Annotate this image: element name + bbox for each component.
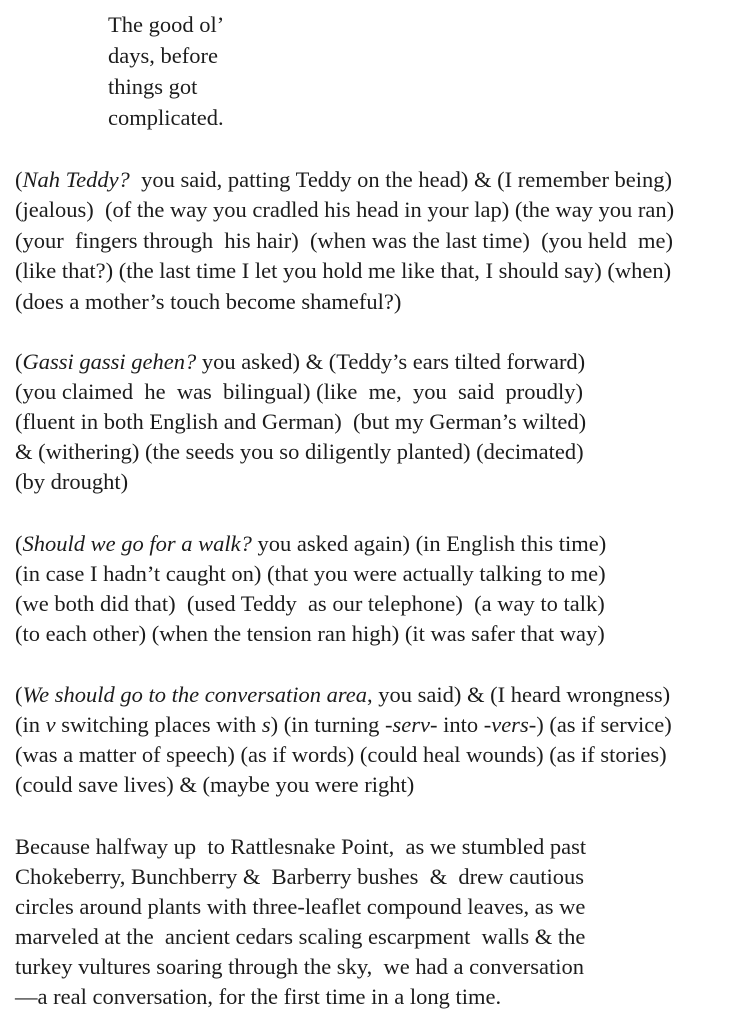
nah-teddy-line-4: (like that?) (the last time I let you hold me like that, I should say) (when) — [15, 258, 672, 283]
nah-teddy-line-3: (your fingers through his hair) (when was the last time) (you held me) — [15, 228, 673, 253]
conversation-l2-italic-v: v — [45, 712, 56, 737]
opening-line-2: days, before — [108, 43, 218, 68]
gassi-line-1: (Gassi gassi gehen? you asked) & (Teddy’s ears tilted forward) — [15, 349, 586, 374]
nah-teddy-line-5: (does a mother’s touch become shameful?) — [15, 289, 402, 314]
rattlesnake-line-4: marveled at the ancient cedars scaling escarpment walls & the — [15, 924, 586, 949]
conversation-l2-italic-vers: -vers- — [483, 712, 537, 737]
rattlesnake-line-2: Chokeberry, Bunchberry & Barberry bushes & drew cautious — [15, 864, 585, 889]
conversation-line-3: (was a matter of speech) (as if words) (could heal wounds) (as if stories) — [15, 742, 667, 767]
conversation-rest: , you said) & (I heard wrongness) — [367, 682, 671, 707]
conversation-l2-prefix: (in — [15, 712, 46, 737]
walk-line-3: (we both did that) (used Teddy as our telephone) (a way to talk) — [15, 591, 605, 616]
walk-line-4: (to each other) (when the tension ran high) (it was safer that way) — [15, 621, 605, 646]
gassi-line-5: (by drought) — [15, 469, 129, 494]
nah-teddy-italic: Nah Teddy? — [22, 167, 130, 192]
conversation-l2-italic-serv: -serv- — [384, 712, 438, 737]
gassi-italic: Gassi gassi gehen? — [22, 349, 197, 374]
conversation-l2-rest: ) (as if service) — [536, 712, 672, 737]
rattlesnake-line-1: Because halfway up to Rattlesnake Point, as we stumbled past — [15, 834, 587, 859]
conversation-line-4: (could save lives) & (maybe you were right) — [15, 772, 415, 797]
walk-rest: you asked again) (in English this time) — [251, 531, 607, 556]
opening-line-1: The good ol’ — [108, 12, 225, 37]
rattlesnake-line-3: circles around plants with three-leaflet compound leaves, as we — [15, 894, 586, 919]
opening-line-3: things got — [108, 74, 198, 99]
walk-line-2: (in case I hadn’t caught on) (that you were actually talking to me) — [15, 561, 606, 586]
conversation-l2-italic-s: s — [261, 712, 271, 737]
conversation-line-2 — [15, 710, 672, 741]
walk-italic: Should we go for a walk? — [22, 531, 252, 556]
rattlesnake-line-6: —a real conversation, for the first time in a long time. — [15, 984, 502, 1009]
conversation-l2-mid2: ) (in turning — [270, 712, 385, 737]
conversation-l2-mid3: into — [437, 712, 484, 737]
rattlesnake-line-5: turkey vultures soaring through the sky, we had a conversation — [15, 954, 585, 979]
nah-teddy-line-2: (jealous) (of the way you cradled his head in your lap) (the way you ran) — [15, 197, 675, 222]
nah-teddy-line-1: (Nah Teddy? you said, patting Teddy on the head) & (I remember being) — [15, 167, 673, 192]
walk-line-1: (Should we go for a walk? you asked again) (in English this time) — [15, 531, 607, 556]
gassi-line-3: (fluent in both English and German) (but my German’s wilted) — [15, 409, 587, 434]
gassi-line-2: (you claimed he was bilingual) (like me, you said proudly) — [15, 379, 583, 404]
conversation-line-1: (We should go to the conversation area, you said) & (I heard wrongness) — [15, 682, 671, 707]
gassi-rest: you asked) & (Teddy’s ears tilted forward) — [196, 349, 586, 374]
gassi-line-4: & (withering) (the seeds you so diligently planted) (decimated) — [15, 439, 584, 464]
conversation-italic: We should go to the conversation area — [22, 682, 368, 707]
opening-line-4: complicated. — [108, 105, 224, 130]
conversation-l2-mid: switching places with — [55, 712, 262, 737]
nah-teddy-rest: you said, patting Teddy on the head) & (I remember being) — [129, 167, 673, 192]
